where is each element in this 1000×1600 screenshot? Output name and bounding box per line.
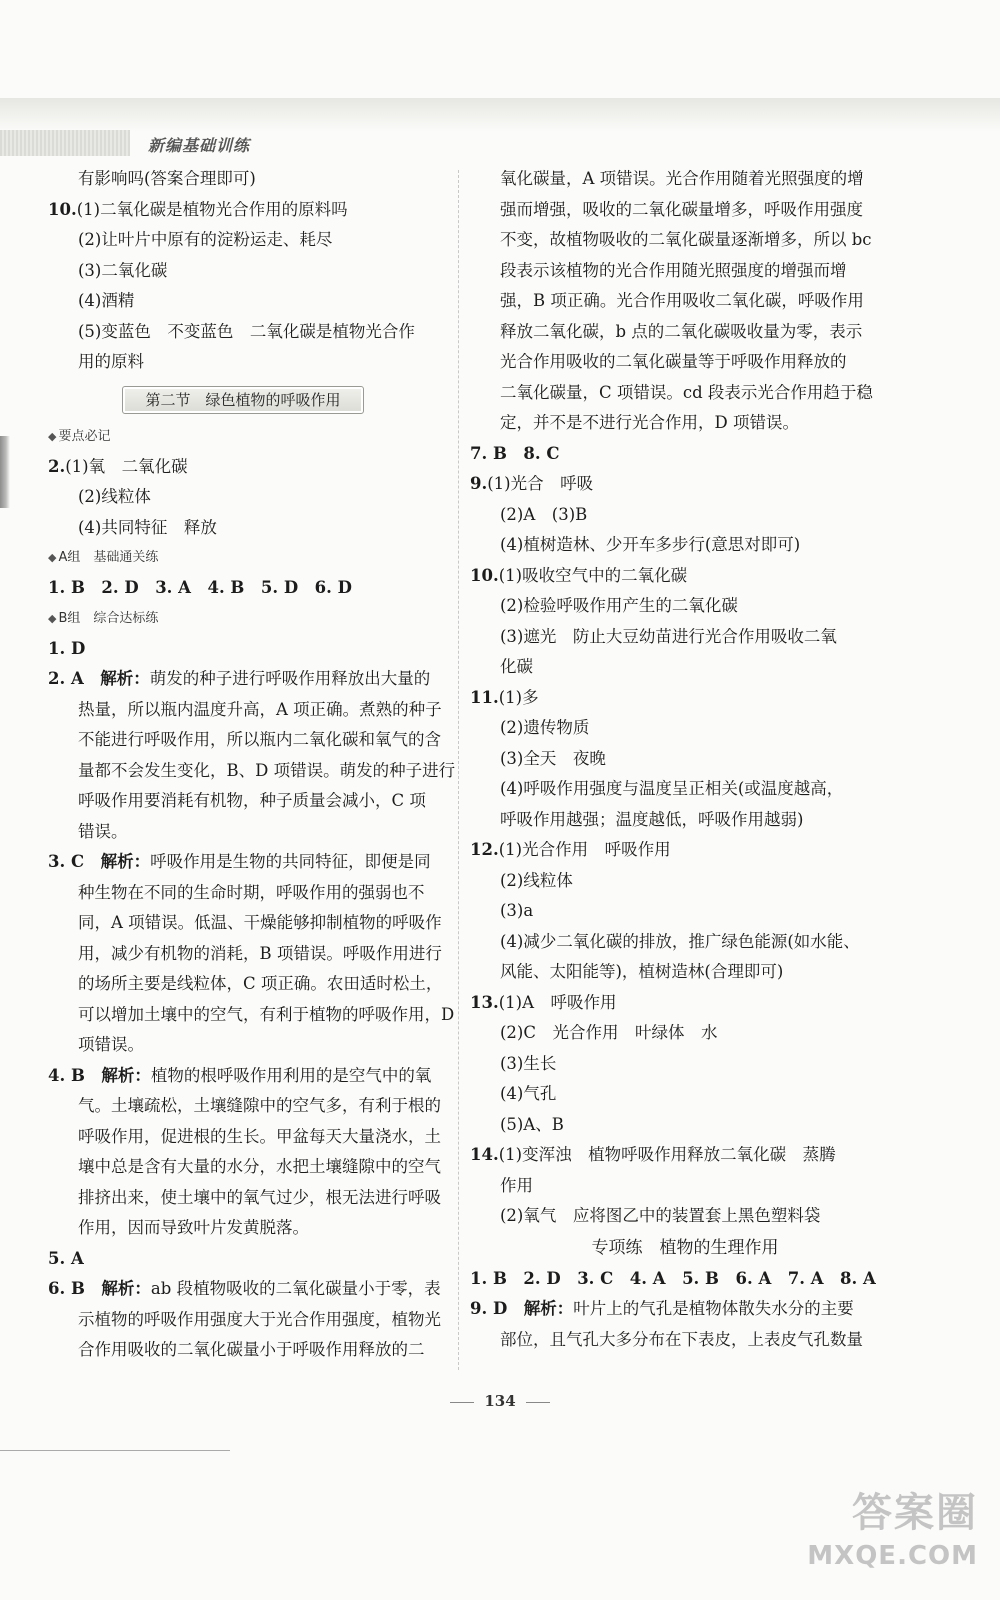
answer-line: 作用 <box>500 1175 533 1195</box>
page-number <box>0 1392 1000 1410</box>
answer-b3 <box>48 847 455 1061</box>
answer-head: 4. B <box>48 1065 85 1085</box>
answer-line: (2)C 光合作用 叶绿体 水 <box>500 1023 718 1042</box>
answer-line: (4)植树造林、少开车多步行(意思对即可) <box>500 535 801 554</box>
answer-line: 氧化碳量，A 项错误。光合作用随着光照强度的增 <box>500 169 864 188</box>
answer-line: (2)线粒体 <box>500 870 573 890</box>
answer-line: 种生物在不同的生命时期，呼吸作用的强弱也不 <box>78 882 425 902</box>
answer-line: 化碳 <box>500 657 533 676</box>
key-point-2 <box>48 452 448 544</box>
answer-line: 不变，故植物吸收的二氧化碳量逐渐增多，所以 bc <box>500 230 872 249</box>
question-number: 2. <box>48 456 66 476</box>
diamond-icon: ◆ <box>48 429 57 443</box>
answer-line: 萌发的种子进行呼吸作用释放出大量的 <box>149 669 431 688</box>
answer-line: (4)气孔 <box>500 1084 557 1103</box>
page-number-text: 134 <box>484 1392 516 1410</box>
answer-line: (2)检验呼吸作用产生的二氧化碳 <box>500 596 738 615</box>
answer-line: (1)多 <box>498 687 539 707</box>
answer-line: (1)二氧化碳是植物光合作用的原料吗 <box>76 199 348 219</box>
answer-line: (2)遗传物质 <box>500 718 590 737</box>
answer-line: (3)遮光 防止大豆幼苗进行光合作用吸收二氧 <box>500 626 837 646</box>
watermark-text-bottom: MXQE.COM <box>807 1541 978 1571</box>
answer-line: 呼吸作用越强；温度越低，呼吸作用越弱) <box>500 809 804 829</box>
answers-7-8: 7. B 8. C <box>470 443 560 463</box>
answer-line: (3)二氧化碳 <box>78 260 168 280</box>
answer-line: (2)氧气 应将图乙中的装置套上黑色塑料袋 <box>500 1206 821 1225</box>
answer-line: 呼吸作用要消耗有机物，种子质量会减小，C 项 <box>78 791 426 810</box>
question-number: 10. <box>470 565 499 585</box>
answer-line: 用，减少有机物的消耗，B 项错误。呼吸作用进行 <box>78 943 442 963</box>
answer-line: (4)共同特征 释放 <box>78 517 217 537</box>
answer-line: 合作用吸收的二氧化碳量小于呼吸作用释放的二 <box>78 1340 425 1359</box>
answer-line: (2)线粒体 <box>78 487 151 506</box>
answer-line: (1)A 呼吸作用 <box>498 992 617 1012</box>
subsection-key-points <box>48 422 448 452</box>
analysis-label: 解析： <box>523 1299 574 1318</box>
column-divider <box>458 170 459 1370</box>
question-number: 11. <box>470 687 499 707</box>
question-number: 10. <box>48 199 77 219</box>
answer-line: 呼吸作用，促进根的生长。甲盆每天大量浇水，土 <box>78 1126 441 1146</box>
answer-line: (5)A、B <box>500 1114 564 1134</box>
answer-line: 强而增强，吸收的二氧化碳量增多，呼吸作用强度 <box>500 199 863 219</box>
subsection-label: 要点必记 <box>58 428 111 444</box>
right-column <box>470 164 900 1355</box>
answer-line: 气。土壤疏松，土壤缝隙中的空气多，有利于根的 <box>78 1096 441 1115</box>
answer-line: 定，并不是不进行光合作用，D 项错误。 <box>500 413 799 432</box>
answer-9 <box>470 469 900 561</box>
answer-head: 9. D <box>470 1299 508 1318</box>
answer-line: (1)光合 呼吸 <box>487 474 594 493</box>
answer-13 <box>470 988 900 1141</box>
answer-line: 可以增加土壤中的空气，有利于植物的呼吸作用，D <box>78 1004 455 1024</box>
diamond-icon: ◆ <box>48 611 57 625</box>
answer-line: ab 段植物吸收的二氧化碳量小于零，表 <box>150 1279 441 1298</box>
answer-line: 的场所主要是线粒体，C 项正确。农田适时松土， <box>78 974 443 993</box>
answer-line: (1)变浑浊 植物呼吸作用释放二氧化碳 蒸腾 <box>498 1145 836 1164</box>
answer-line: 排挤出来，使土壤中的氧气过少，根无法进行呼吸 <box>78 1187 441 1207</box>
answer-line: (3)生长 <box>500 1053 557 1073</box>
answer-line: (5)变蓝色 不变蓝色 二氧化碳是植物光合作 <box>78 321 415 341</box>
answer-b4 <box>48 1061 448 1244</box>
special-practice-title: 专项练 植物的生理作用 <box>591 1237 779 1258</box>
left-column <box>48 164 456 1366</box>
question-number: 9. <box>470 474 488 493</box>
answer-line: 用的原料 <box>78 352 144 371</box>
answer-line: (4)减少二氧化碳的排放，推广绿色能源(如水能、 <box>500 931 860 951</box>
answer-line: 不能进行呼吸作用，所以瓶内二氧化碳和氧气的含 <box>78 730 441 749</box>
analysis-label: 解析： <box>101 1065 151 1085</box>
answer-line: 二氧化碳量，C 项错误。cd 段表示光合作用趋于稳 <box>500 382 873 402</box>
answer-line: 植物的根呼吸作用利用的是空气中的氧 <box>150 1065 432 1085</box>
answer-line: (4)酒精 <box>78 291 135 310</box>
answer-line: 光合作用吸收的二氧化碳量等于呼吸作用释放的 <box>500 352 847 371</box>
analysis-label: 解析： <box>101 1279 151 1298</box>
question-number: 13. <box>470 992 499 1012</box>
answer-14 <box>470 1140 900 1232</box>
answer-line: 释放二氧化碳，b 点的二氧化碳吸收量为零，表示 <box>500 321 863 341</box>
answer-head: 6. B <box>48 1279 85 1298</box>
watermark-logo <box>748 1488 978 1583</box>
subsection-group-b <box>48 604 448 634</box>
answer-line: (1)吸收空气中的二氧化碳 <box>498 565 688 585</box>
answer-line: 作用，因而导致叶片发黄脱落。 <box>78 1218 309 1237</box>
answer-line: (2)A (3)B <box>500 504 588 524</box>
answer-10 <box>48 195 448 378</box>
answer-b6 <box>48 1274 448 1366</box>
answer-line: 热量，所以瓶内温度升高，A 项正确。煮熟的种子 <box>78 699 442 719</box>
subsection-label: A组 基础通关练 <box>58 550 159 565</box>
question-number: 12. <box>470 840 499 859</box>
page-top-shadow <box>0 98 1000 132</box>
answer-head: 2. A <box>48 669 84 688</box>
answer-b5: 5. A <box>48 1248 84 1268</box>
answer-line: 段表示该植物的光合作用随光照强度的增强而增 <box>500 260 847 280</box>
analysis-label: 解析： <box>100 852 151 871</box>
answer-line: 有影响吗(答案合理即可) <box>78 169 256 188</box>
answer-line: 呼吸作用是生物的共同特征，即便是同 <box>150 852 431 871</box>
section-title-banner: 第二节 绿色植物的呼吸作用 <box>122 386 364 414</box>
answer-line: (4)呼吸作用强度与温度呈正相关(或温度越高， <box>500 779 844 798</box>
answer-line: 强，B 项正确。光合作用吸收二氧化碳，呼吸作用 <box>500 291 864 310</box>
answer-line: 示植物的呼吸作用强度大于光合作用强度，植物光 <box>78 1309 441 1329</box>
answer-line: 部位，且气孔大多分布在下表皮，上表皮气孔数量 <box>500 1329 863 1349</box>
answer-line: 叶片上的气孔是植物体散失水分的主要 <box>573 1299 854 1318</box>
answer-12 <box>470 835 900 988</box>
answer-line: 风能、太阳能等)，植树造林(合理即可) <box>500 962 784 981</box>
answer-line: 量都不会发生变化，B、D 项错误。萌发的种子进行 <box>78 760 456 780</box>
watermark-text-top: 答案圈 <box>852 1490 978 1536</box>
footer-rule <box>0 1450 230 1451</box>
special-answers: 1. B 2. D 3. C 4. A 5. B 6. A 7. A 8. A <box>470 1268 876 1288</box>
answer-line: 项错误。 <box>78 1035 144 1054</box>
header-decoration <box>0 130 130 156</box>
special-answer-9 <box>470 1294 900 1355</box>
binding-mark <box>0 436 10 508</box>
analysis-label: 解析： <box>100 669 150 688</box>
group-a-answers: 1. B 2. D 3. A 4. B 5. D 6. D <box>48 578 352 597</box>
answer-line: (1)光合作用 呼吸作用 <box>498 840 671 859</box>
answer-head: 3. C <box>48 852 85 871</box>
answer-line: (3)全天 夜晚 <box>500 748 606 768</box>
answer-10 <box>470 561 900 683</box>
answer-line: (1)氧 二氧化碳 <box>65 456 188 476</box>
answer-b1: 1. D <box>48 638 86 658</box>
answer-11 <box>470 683 900 836</box>
answer-line: 错误。 <box>78 821 128 841</box>
answer-line: (2)让叶片中原有的淀粉运走、耗尽 <box>78 230 333 249</box>
subsection-group-a <box>48 543 448 573</box>
answer-b6-continued <box>470 164 900 439</box>
answer-line: 同，A 项错误。低温、干燥能够抑制植物的呼吸作 <box>78 913 442 932</box>
subsection-label: B组 综合达标练 <box>58 610 159 626</box>
answer-b2 <box>48 664 456 847</box>
question-number: 14. <box>470 1145 499 1164</box>
running-header: 新编基础训练 <box>148 136 251 155</box>
diamond-icon: ◆ <box>48 551 57 564</box>
answer-line: 壤中总是含有大量的水分，水把土壤缝隙中的空气 <box>78 1157 441 1176</box>
answer-line: (3)a <box>500 901 534 920</box>
